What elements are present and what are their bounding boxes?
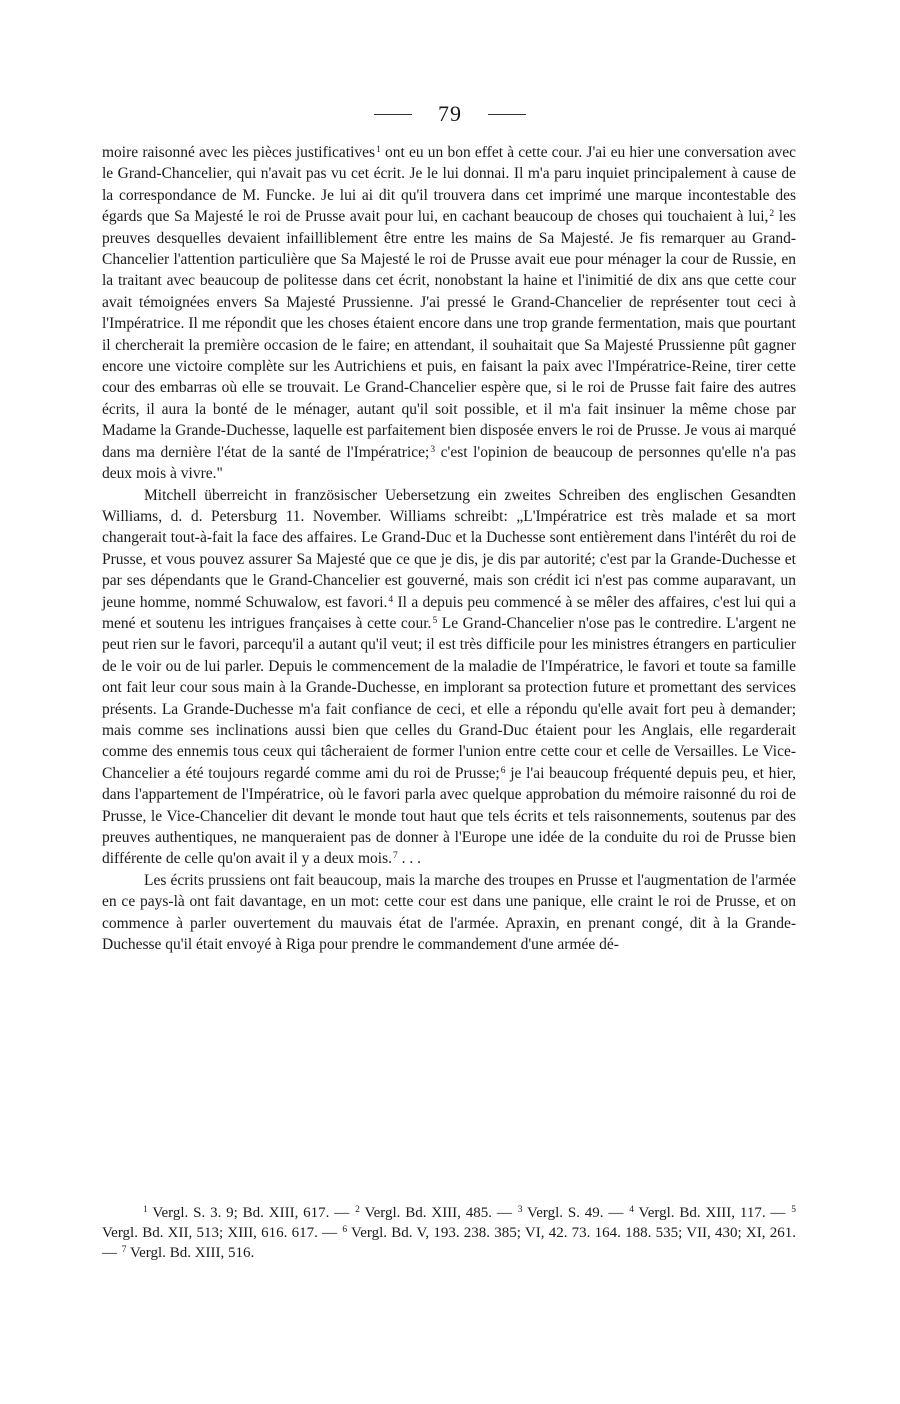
footnote-number: 3 — [517, 1205, 523, 1215]
body-text-run: Le Grand-Chancelier n'ose pas le contredire. L'argent ne peut rien sur le favori, parcequ'il a autant qu'il veut; il est très difficile pour les ministres étrangers en particulier de le voir ou de lui parler. Depuis le commencement de la maladie de l'Impératrice, le favori et toute sa famille ont fait leur cour sous main à la Grande-Duchesse, en implorant sa protection future et promettant des services présents. La Grande-Duchesse m'a fait confiance de ceci, et elle a répondu qu'elle avait fort peu à demander; mais comme ses inclinations aussi bien que celles du Grand-Duc étaient pour les Anglais, elle regarderait comme des ennemis tous ceux qui tâcheraient de former l'union entre cette cour et celle de Versailles. Le Vice-Chancelier a été toujours regardé comme ami du roi de Prusse; — [102, 614, 796, 782]
body-text-run: c'est l'opinion de beaucoup de personnes qu'elle n'a pas deux mois à vivre." — [102, 443, 796, 483]
footnote-marker: 6 — [500, 765, 506, 776]
body-text-run: les preuves desquelles devaient infailliblement être entre les mains de Sa Majesté. Je fis remarquer au Grand-Chancelier l'attention particulière que Sa Majesté le roi de Prusse avait eue pour ménager la cour de Russie, en la traitant avec beaucoup de politesse dans cet écrit, nonobstant la haine et l'inimitié de dix ans que cette cour avait témoignées envers Sa Majesté Prussienne. J'ai pressé le Grand-Chancelier de représenter tout ceci à l'Impératrice. Il me répondit que les choses étaient encore dans une trop grande fermentation, mais que pourtant il chercherait la première occasion de le faire; en attendant, il souhaitait que Sa Majesté Prussienne pût gagner encore une victoire complète sur les Autrichiens et puis, en faisant la paix avec l'Impératrice-Reine, tirer cette cour des embarras où elle se trouvait. Le Grand-Chancelier espère que, si le roi de Prusse fait faire des autres écrits, il aura la bonté de le ménager, autant qu'il soit possible, et il m'a fait insinuer la même chose par Madame la Grande-Duchesse, laquelle est parfaitement bien disposée envers le roi de Prusse. Je vous ai marqué dans ma dernière l'état de la santé de l'Impératrice; — [102, 208, 797, 461]
footnote-marker: 5 — [432, 615, 438, 626]
body-text — [102, 142, 796, 955]
footnote-number: 1 — [143, 1205, 148, 1215]
footnote-text: Vergl. Bd. XII, 513; XIII, 616. 617. — — [102, 1225, 342, 1241]
footnote-text: Vergl. Bd. V, 193. 238. 385; VI, 42. 73. 164. 188. 535; VII, 430; XI, 261. — — [102, 1225, 796, 1261]
body-text-run: ont eu un bon effet à cette cour. J'ai eu hier une conversation avec le Grand-Chancelier, qui n'avait pas vu cet écrit. Je le lui donnai. Il m'a paru inquiet principalement à cause de la correspondance de M. Funcke. Je lui ai dit qu'il trouvera dans cet imprimé une marque incontestable des égards que Sa Majesté le roi de Prusse avait pour lui, en cachant beaucoup de choses qui touchaient à lui, — [102, 144, 796, 226]
footnote-marker: 3 — [430, 444, 436, 455]
footnote-text: Vergl. S. 3. 9; Bd. XIII, 617. — — [147, 1205, 355, 1221]
page-header — [0, 96, 900, 132]
body-text-run: Les écrits prussiens ont fait beaucoup, mais la marche des troupes en Prusse et l'augmentation de l'armée en ce pays-là ont fait davantage, en un mot: cette cour est dans une panique, elle craint le roi de Prusse, et on commence à parler ouvertement du mauvais état de l'armée. Apraxin, en prenant congé, dit à la Grande-Duchesse qu'il était envoyé à Riga pour prendre le commandement d'une armée dé- — [102, 871, 796, 954]
footnote-marker: 4 — [388, 594, 394, 605]
footnote-marker: 1 — [376, 145, 381, 155]
header-rule-right — [488, 114, 526, 115]
footnote-number: 7 — [121, 1245, 127, 1255]
body-paragraph — [102, 142, 796, 485]
page-number: 79 — [438, 101, 462, 126]
body-text-run: moire raisonné avec les pièces justificatives — [102, 144, 376, 161]
body-text-run: je l'ai beaucoup fréquenté depuis peu, et hier, dans l'appartement de l'Impératrice, où le favori parla avec quelque approbation du mémoire raisonné du roi de Prusse, le Vice-Chancelier dit devant le monde tout haut que tels écrits et tels raisonnements, soutenus par des preuves authentiques, ne manqueraient pas de donner à l'Europe une idée de la conduite du roi de Prusse bien différente de celle qu'on avait il y a deux mois. — [102, 764, 797, 868]
footnote-number: 5 — [791, 1205, 797, 1215]
footnotes — [102, 1203, 796, 1263]
body-text-run: Mitchell überreicht in französischer Uebersetzung ein zweites Schreiben des englischen Gesandten Williams, d. d. Petersburg 11. November. Williams schreibt: „L'Impératrice est très malade et sa mort changerait tout-à-fait la face des affaires. Le Grand-Duc et la Duchesse sont entièrement dans l'intérêt du roi de Prusse, et vous pouvez assurer Sa Majesté que ce que je dis, je dis par autorité; c'est par la Grande-Duchesse et par ses dépendants que le Grand-Chancelier est gouverné, mais son crédit ici n'est pas comme auparavant, un jeune homme, nommé Schuwalow, est favori. — [102, 486, 796, 611]
footnote-paragraph — [102, 1203, 796, 1263]
footnote-number: 2 — [355, 1205, 360, 1215]
footnote-marker: 7 — [393, 851, 398, 862]
header-rule-left — [374, 114, 412, 115]
body-paragraph — [102, 485, 796, 870]
footnote-text: Vergl. S. 49. — — [522, 1205, 629, 1221]
body-paragraph — [102, 870, 796, 956]
footnote-number: 4 — [629, 1205, 634, 1215]
footnote-marker: 2 — [769, 209, 775, 220]
footnote-text: Vergl. Bd. XIII, 516. — [126, 1245, 255, 1261]
footnote-number: 6 — [342, 1225, 348, 1235]
body-text-run: Il a depuis peu commencé à se mêler des affaires, c'est lui qui a mené et soutenu les intrigues françaises à cette cour. — [102, 593, 796, 632]
footnote-text: Vergl. Bd. XIII, 117. — — [633, 1205, 791, 1221]
body-text-run: . . . — [397, 850, 422, 868]
footnote-text: Vergl. Bd. XIII, 485. — — [359, 1205, 517, 1221]
